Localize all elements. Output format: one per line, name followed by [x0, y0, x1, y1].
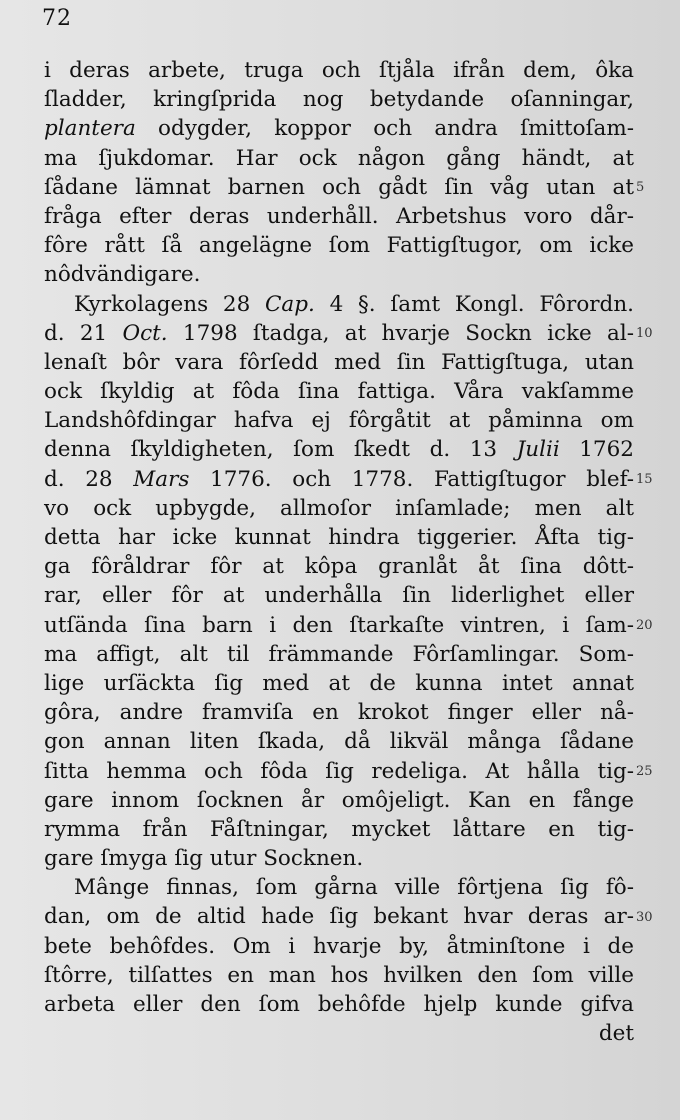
text-line: ſådane lämnat barnen och gådt ſin våg utan at — [44, 174, 634, 200]
text-line: gare innom ſocknen år omôjeligt. Kan en fånge — [44, 787, 634, 813]
text-line: rar, eller fôr at underhålla ſin liderlighet eller — [44, 583, 634, 609]
line-number: 30 — [636, 909, 653, 925]
text-line: gôra, andre framviſa en krokot finger eller nå- — [44, 700, 634, 726]
text-line: rymma från Fåſtningar, mycket låttare en tig- — [44, 816, 634, 842]
text-line: plantera odygder, koppor och andra ſmittoſam- — [44, 116, 635, 142]
text-line: fråga efter deras underhåll. Arbetshus voro dår- — [44, 203, 634, 229]
text-line: lenaſt bôr vara fôrſedd med ſin Fattigſtuga, utan — [44, 349, 634, 375]
page-number: 72 — [42, 6, 72, 31]
catchword: det — [598, 1021, 634, 1047]
text-line: denna ſkyldigheten, ſom ſkedt d. 13 Julii 1762 — [44, 437, 634, 463]
text-line: ga fôråldrar fôr at kôpa granlåt åt ſina dôtt- — [44, 554, 634, 580]
text-line: Landshôfdingar hafva ej fôrgåtit at påminna om — [44, 408, 634, 434]
text-line: gon annan liten ſkada, då likväl många ſådane — [44, 729, 634, 755]
paragraph-start-line: Mânge finnas, ſom gårna ville fôrtjena ſig fô- — [74, 875, 634, 901]
paragraph-start-line: Kyrkolagens 28 Cap. 4 §. ſamt Kongl. Fôrordn. — [74, 291, 635, 317]
line-number: 25 — [636, 763, 653, 779]
line-number: 10 — [636, 325, 653, 341]
text-line: d. 21 Oct. 1798 ſtadga, at hvarje Sockn icke al- — [44, 320, 635, 346]
text-line: utſända ſina barn i den ſtarkaſte vintren, i ſam- — [44, 612, 634, 638]
paragraph-end-line: gare ſmyga ſig utur Socknen. — [44, 846, 364, 872]
line-number: 15 — [636, 471, 653, 487]
line-number: 5 — [636, 179, 645, 195]
text-line: ſladder, kringſprida nog betydande oſanningar, — [44, 87, 634, 113]
text-line: detta har icke kunnat hindra tiggerier. Åfta tig- — [44, 525, 634, 550]
body-text — [44, 56, 634, 1048]
text-line: ſitta hemma och fôda ſig redeliga. At hålla tig- — [44, 758, 634, 784]
text-line: fôre rått ſå angelägne ſom Fattigſtugor, om icke — [44, 233, 634, 259]
text-line: ma affigt, alt til främmande Fôrſamlingar. Som- — [44, 641, 634, 667]
text-line: lige urſäckta ſig med at de kunna intet annat — [44, 670, 634, 696]
line-number: 20 — [636, 617, 653, 633]
text-line: arbeta eller den ſom behôfde hjelp kunde gifva — [44, 992, 634, 1017]
text-line: bete behôfdes. Om i hvarje by, åtminſtone i de — [44, 933, 634, 959]
text-line: vo ock upbygde, allmoſor inſamlade; men alt — [44, 495, 634, 521]
text-line: d. 28 Mars 1776. och 1778. Fattigſtugor blef- — [44, 466, 635, 492]
text-line: ock ſkyldig at fôda ſina fattiga. Våra vakſamme — [44, 379, 634, 405]
text-line: i deras arbete, truga och ſtjåla ifrån dem, ôka — [44, 58, 634, 83]
text-line: ſtôrre, tilſattes en man hos hvilken den ſom ville — [44, 962, 634, 988]
text-line: ma ſjukdomar. Har ock någon gång händt, at — [44, 145, 634, 171]
text-line: dan, om de altid hade ſig bekant hvar deras ar- — [44, 904, 634, 930]
paragraph-end-line: nôdvändigare. — [44, 262, 201, 288]
